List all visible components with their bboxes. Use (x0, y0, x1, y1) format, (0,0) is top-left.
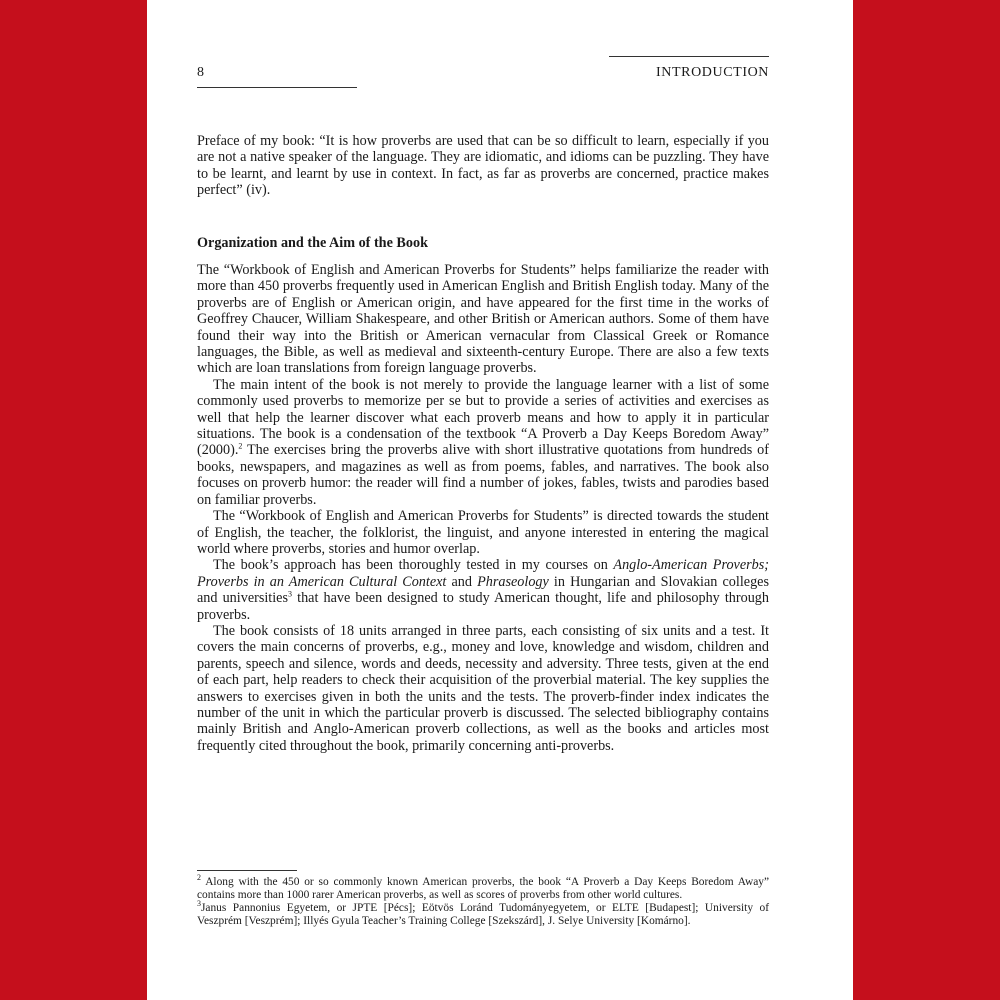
paragraph-5: The book consists of 18 units arranged in three parts, each consisting of six units and a test. It covers the main concerns of proverbs, e.g., money and love, knowledge and wisdom, children and parents, speech and silence, words and deeds, necessity and adversity. Three tests, given at the end of each part, help readers to check their acquisition of the proverbial material. The key supplies the answers to exercises given in both the units and the tests. The proverb-finder index indicates the number of the unit in which the particular proverb is discussed. The selected bibliography contains mainly British and Anglo-American proverb collections, as well as the books and articles most frequently cited throughout the book, primarily concerning anti-proverbs. (197, 622, 769, 754)
footnote-rule (197, 870, 297, 871)
course-title-1: Anglo-American Proverbs; Proverbs in an American Cultural Context (197, 557, 769, 590)
header-rule-top (609, 56, 769, 57)
footnote-2 (197, 873, 770, 902)
paragraph-2 (197, 377, 769, 508)
course-title-2: Phraseology (477, 573, 549, 590)
paragraph-4-text-b: and (446, 573, 478, 590)
paragraph-4 (197, 557, 769, 623)
footnote-marker-3: 3 (197, 899, 201, 909)
paragraph-3: The “Workbook of English and American Proverbs for Students” is directed towards the student of English, the teacher, the folklorist, the linguist, and anyone interested in entering the magical world where proverbs, stories and humor overlap. (197, 508, 769, 557)
book-page (147, 0, 853, 1000)
paragraph-4-text-a: The book’s approach has been thoroughly tested in my courses on (213, 557, 614, 574)
paragraph-4-text-c: in Hungarian and Slovakian colleges and universities (197, 573, 769, 607)
footnote-ref-2: 2 (238, 441, 243, 451)
header-rule-bottom (197, 87, 357, 88)
paragraph-4-text-d: that have been designed to study American thought, life and philosophy through proverbs. (197, 590, 769, 623)
section-body (197, 262, 769, 754)
footnote-3 (197, 899, 769, 928)
page-number: 8 (197, 65, 204, 80)
footnote-marker-2: 2 (197, 873, 201, 883)
footnote-3-text: Janus Pannonius Egyetem, or JPTE [Pécs]; Eötvös Loránd Tudományegyetem, or ELTE [Budapest]; University of Veszprém [Veszprém]; Illyés Gyula Teacher’s Training College [Szekszárd], J. Selye University [Komárno]. (197, 902, 769, 927)
running-head: INTRODUCTION (656, 65, 769, 80)
paragraph-2-text-b: The exercises bring the proverbs alive with short illustrative quotations from hundreds of books, newspapers, and magazines as well as from poems, fables, and narratives. The book also focuses on proverb humor: the reader will find a number of jokes, fables, twists and parodies based on familiar proverbs. (197, 442, 769, 508)
page-header (197, 56, 769, 92)
section-heading: Organization and the Aim of the Book (197, 235, 428, 251)
intro-paragraph: Preface of my book: “It is how proverbs are used that can be so difficult to learn, especially if you are not a native speaker of the language. They are idiomatic, and idioms can be puzzling. They have to be learnt, and learnt by use in context. In fact, as far as proverbs are concerned, practice makes perfect” (iv). (197, 133, 769, 199)
paragraph-2-text-a: The main intent of the book is not merely to provide the language learner with a list of some commonly used proverbs to memorize per se but to provide a series of activities and exercises as well that help the learner discover what each proverb means and how to apply it in particular situations. The book is a condensation of the textbook “A Proverb a Day Keeps Boredom Away” (2000). (197, 376, 769, 459)
footnotes (197, 873, 770, 928)
footnote-2-text: Along with the 450 or so commonly known American proverbs, the book “A Proverb a Day Keeps Boredom Away” contains more than 1000 rarer American proverbs, as well as scores of proverbs from other world cultures. (197, 876, 770, 901)
paragraph-1: The “Workbook of English and American Proverbs for Students” helps familiarize the reader with more than 450 proverbs frequently used in American English and British English today. Many of the proverbs are of English or American origin, and have appeared for the first time in the works of Geoffrey Chaucer, William Shakespeare, and other British or American authors. Some of them have found their way into the British or American vernacular from Classical Greek or Romance languages, the Bible, as well as medieval and sixteenth-century Europe. There are also a few texts which are loan translations from foreign language proverbs. (197, 262, 769, 377)
footnote-ref-3: 3 (288, 589, 293, 599)
